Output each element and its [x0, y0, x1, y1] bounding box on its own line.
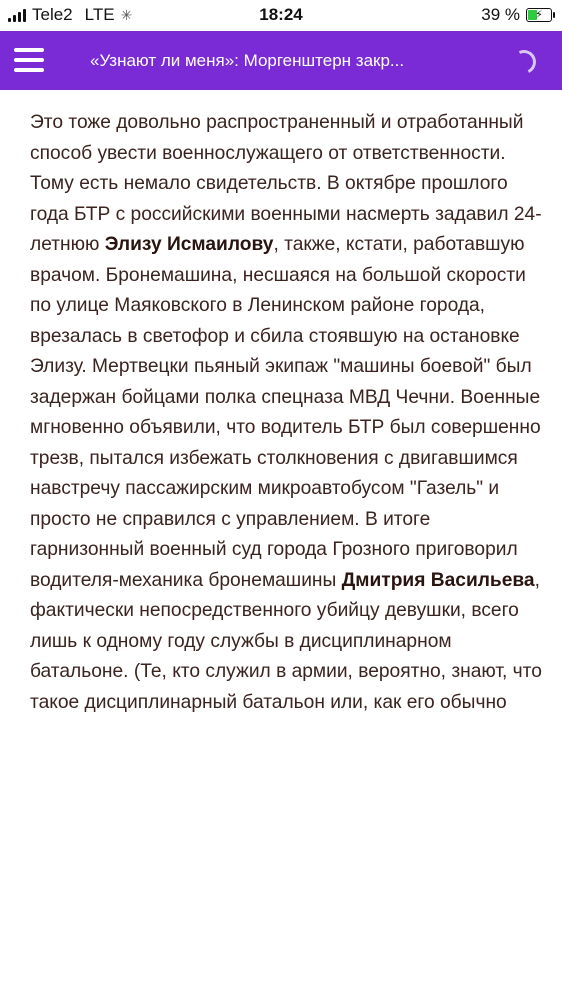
- battery-icon: [526, 8, 552, 22]
- status-bar: [0, 0, 562, 31]
- article-text-2: , также, кстати, работавшую врачом. Бронемашина, несшаяся на большой скорости по улице Маяковского в Ленинском районе города, врезалась в светофор и сбила стоявшую на остановке Элизу. Мертвецки пьяный экипаж "машины боевой" был задержан бойцами полка спецназа МВД Чечни. Военные мгновенно объявили, что водитель БТР был совершенно трезв, пытался избежать столкновения с двигавшимся навстречу пассажирским микроавтобусом "Газель" и просто не справился с управлением. В итоге гарнизонный военный суд города Грозного приговорил водителя-механика бронемашины: [30, 234, 541, 591]
- article-body: [0, 90, 562, 718]
- charging-bolt-icon: ⚡: [535, 9, 543, 21]
- person-name-vasiliev: Дмитрия Васильева: [341, 569, 535, 591]
- article-text-1: Это тоже довольно распространенный и отработанный способ увести военнослужащего от ответственности. Тому есть немало свидетельств. В октябре прошлого года БТР с российскими военными насмерть задавил 24-летнюю: [30, 112, 542, 255]
- person-name-ismailova: Элизу Исмаилову: [104, 234, 274, 255]
- article-paragraph: [30, 108, 548, 718]
- carrier-label: Tele2: [32, 5, 73, 24]
- article-text-3: , фактически непосредственного убийцу девушки, всего лишь к одному году службы в дисциплинарном батальоне. (Те, кто служил в армии, вероятно, знают, что такое дисциплинарный батальон или, как его обычно: [30, 569, 542, 713]
- loading-icon: [509, 47, 540, 78]
- top-app-bar: [0, 31, 562, 90]
- activity-spinner-icon: ✳: [120, 6, 133, 23]
- page-title: «Узнают ли меня»: Моргенштерн закр...: [90, 51, 405, 70]
- status-time: 18:24: [259, 5, 303, 24]
- status-right: [481, 5, 552, 25]
- network-label: LTE: [84, 5, 115, 24]
- menu-icon[interactable]: [14, 48, 44, 72]
- battery-percent: 39 %: [481, 5, 520, 24]
